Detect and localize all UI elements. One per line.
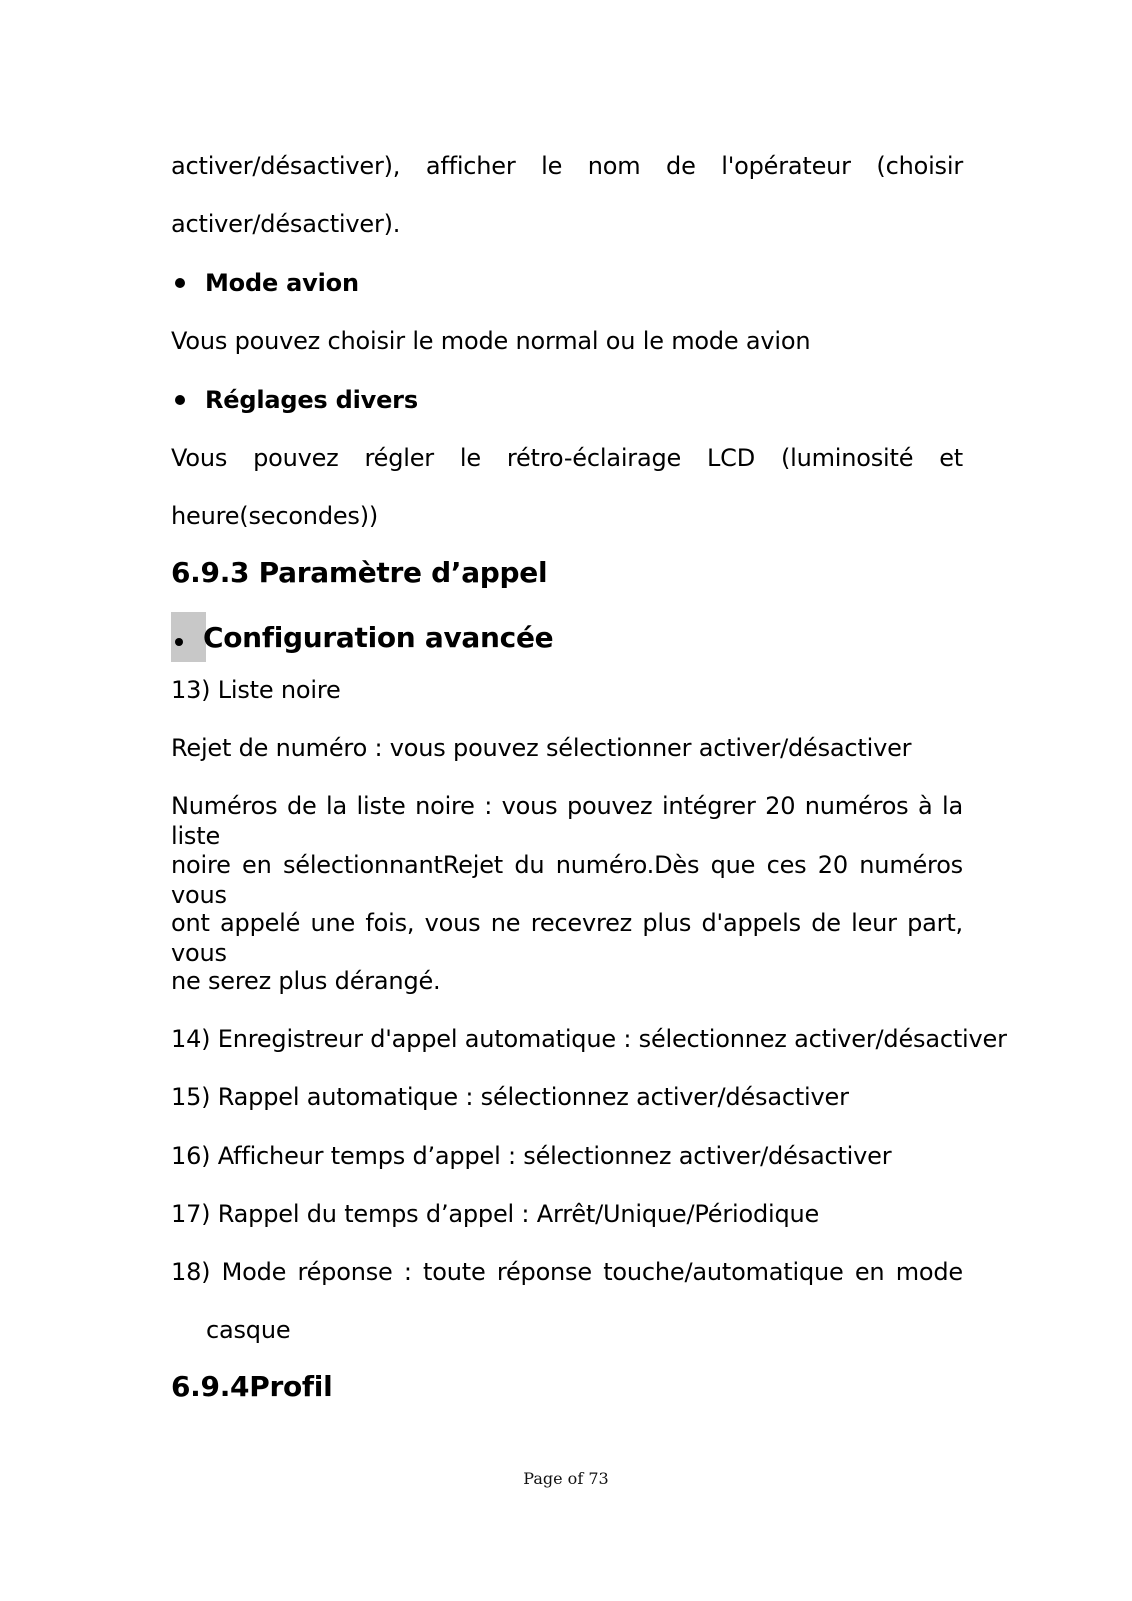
bullet-icon bbox=[175, 278, 185, 288]
bullet-icon bbox=[175, 638, 183, 646]
bullet-label: Réglages divers bbox=[205, 386, 418, 414]
list-item-continuation: casque bbox=[206, 1316, 291, 1344]
bullet-item bbox=[171, 622, 553, 652]
text-line: activer/désactiver), afficher le nom de l'opérateur (choisir bbox=[171, 152, 963, 180]
bullet-label: Mode avion bbox=[205, 269, 359, 297]
list-item: 17) Rappel du temps d’appel : Arrêt/Unique/Périodique bbox=[171, 1200, 820, 1228]
text-line: ne serez plus dérangé. bbox=[171, 967, 441, 995]
text-line: Vous pouvez régler le rétro-éclairage LCD (luminosité et bbox=[171, 444, 963, 472]
text-line: activer/désactiver). bbox=[171, 210, 401, 238]
text-line: ont appelé une fois, vous ne recevrez plus d'appels de leur part, vous bbox=[171, 909, 963, 967]
list-item: 15) Rappel automatique : sélectionnez activer/désactiver bbox=[171, 1083, 849, 1111]
list-item: 18) Mode réponse : toute réponse touche/automatique en mode bbox=[171, 1258, 963, 1286]
text-line: noire en sélectionnantRejet du numéro.Dès que ces 20 numéros vous bbox=[171, 851, 963, 909]
bullet-icon bbox=[175, 395, 185, 405]
text-line: Numéros de la liste noire : vous pouvez intégrer 20 numéros à la liste bbox=[171, 792, 963, 850]
bullet-item bbox=[171, 268, 359, 298]
bullet-label: Configuration avancée bbox=[203, 620, 554, 654]
section-heading: 6.9.4Profil bbox=[171, 1370, 333, 1403]
list-item: 14) Enregistreur d'appel automatique : sélectionnez activer/désactiver bbox=[171, 1025, 1007, 1053]
section-heading: 6.9.3 Paramètre d’appel bbox=[171, 556, 548, 589]
text-line: Rejet de numéro : vous pouvez sélectionner activer/désactiver bbox=[171, 734, 912, 762]
text-line: 13) Liste noire bbox=[171, 676, 341, 704]
bullet-item bbox=[171, 385, 418, 415]
text-line: Vous pouvez choisir le mode normal ou le mode avion bbox=[171, 327, 811, 355]
page-footer: Page of 73 bbox=[523, 1469, 609, 1488]
text-line: heure(secondes)) bbox=[171, 502, 379, 530]
list-item: 16) Afficheur temps d’appel : sélectionnez activer/désactiver bbox=[171, 1142, 892, 1170]
